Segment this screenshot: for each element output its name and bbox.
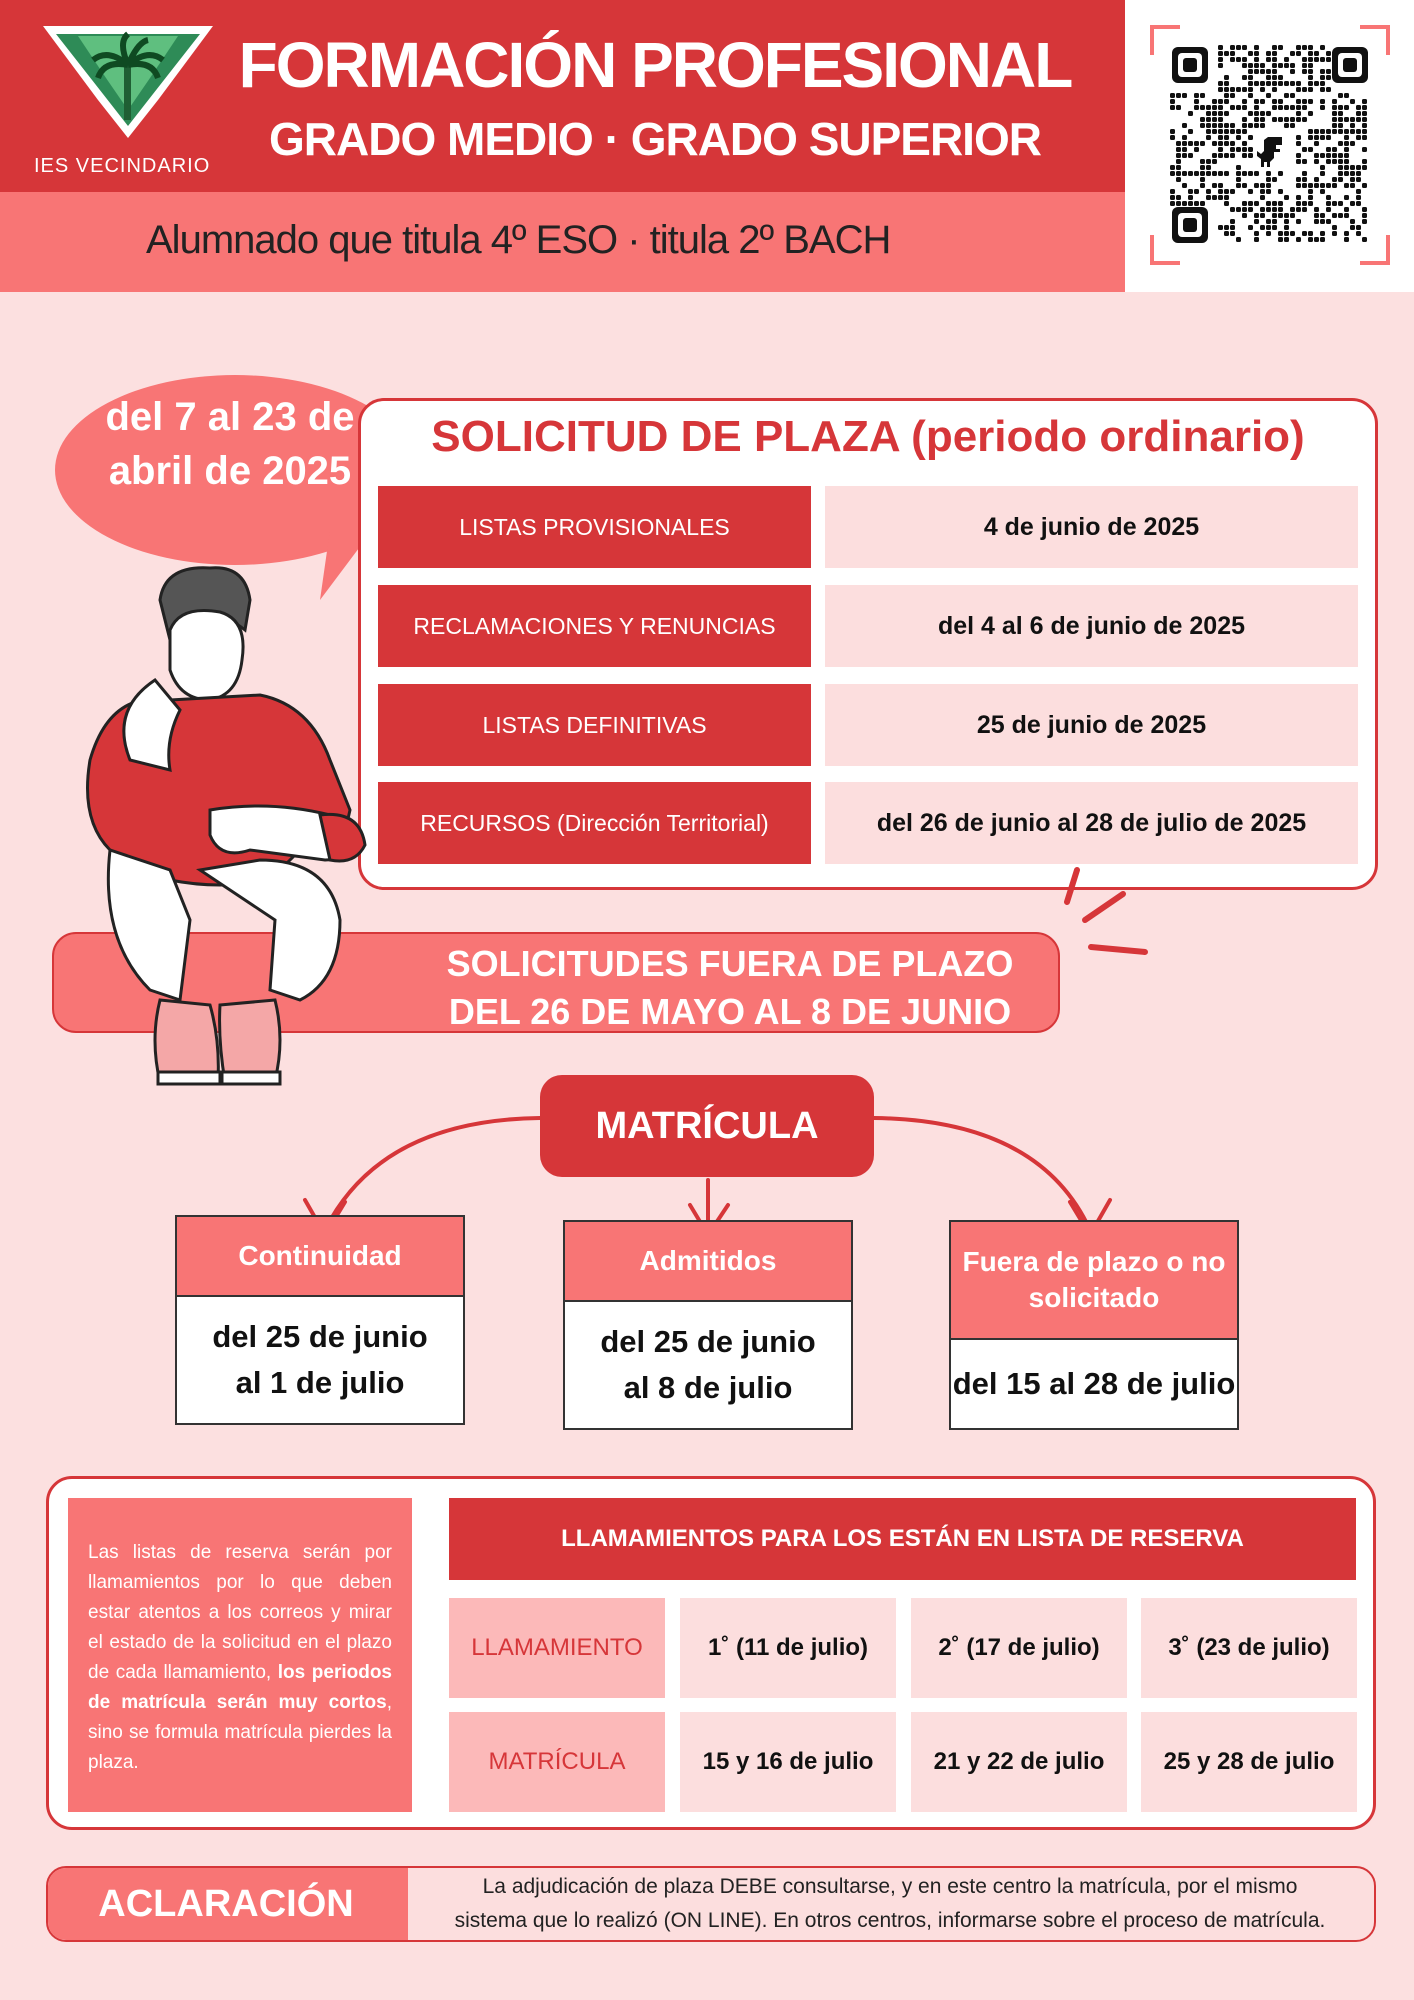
solicitud-title: SOLICITUD DE PLAZA (periodo ordinario) <box>431 412 1305 461</box>
solicitud-row-label: LISTAS DEFINITIVAS <box>378 684 811 766</box>
matricula-cell: 15 y 16 de julio <box>680 1712 896 1812</box>
card-header: Admitidos <box>565 1222 851 1302</box>
audience-tagline: Alumnado que titula 4º ESO · titula 2º BACH <box>146 218 891 262</box>
matricula-cell: 21 y 22 de julio <box>911 1712 1127 1812</box>
matricula-title: MATRÍCULA <box>540 1075 874 1177</box>
solicitud-row-value: del 4 al 6 de junio de 2025 <box>825 585 1358 667</box>
solicitud-row-label: RECURSOS (Dirección Territorial) <box>378 782 811 864</box>
school-name: IES VECINDARIO <box>34 155 211 177</box>
aclaracion-text: La adjudicación de plaza DEBE consultarse, y en este centro la matrícula, por el mismo sistema que lo realizó (ON LINE). En otros centros, informarse sobre el proceso de matrícula. <box>454 1875 1326 1932</box>
card-header: Continuidad <box>177 1217 463 1297</box>
card-header: Fuera de plazo o no solicitado <box>951 1222 1237 1340</box>
solicitud-row-label: LISTAS PROVISIONALES <box>378 486 811 568</box>
student-illustration <box>70 560 390 1120</box>
row-label-llamamiento: LLAMAMIENTO <box>449 1598 665 1698</box>
matricula-card-fuera-plazo <box>949 1220 1239 1430</box>
row-label-matricula: MATRÍCULA <box>449 1712 665 1812</box>
aclaracion-title: ACLARACIÓN <box>98 1882 354 1925</box>
late-applications-text: SOLICITUDES FUERA DE PLAZO DEL 26 DE MAYO AL 8 DE JUNIO <box>446 943 1014 1032</box>
school-logo-palm-icon <box>38 20 218 140</box>
page-subtitle: GRADO MEDIO · GRADO SUPERIOR <box>269 113 1041 165</box>
reserva-note: Las listas de reserva serán por llamamientos por lo que deben estar atentos a los correos y mirar el estado de la solicitud en el plazo de cada llamamiento, los periodos de matrícula serán muy cortos, sino se formula matrícula pierdes la plaza. <box>68 1498 412 1812</box>
solicitud-row-value: del 26 de junio al 28 de julio de 2025 <box>825 782 1358 864</box>
application-period-text: del 7 al 23 de abril de 2025 <box>105 395 355 493</box>
dinosaur-icon <box>1254 129 1292 167</box>
page-title: FORMACIÓN PROFESIONAL <box>238 29 1072 101</box>
solicitud-row-label: RECLAMACIONES Y RENUNCIAS <box>378 585 811 667</box>
llamamiento-cell: 3˚ (23 de julio) <box>1141 1598 1357 1698</box>
matricula-cell: 25 y 28 de julio <box>1141 1712 1357 1812</box>
qr-code-icon[interactable] <box>1150 25 1390 265</box>
card-dates: del 25 de junio al 1 de julio <box>212 1319 428 1400</box>
solicitud-row-value: 25 de junio de 2025 <box>825 684 1358 766</box>
card-dates: del 25 de junio al 8 de julio <box>600 1324 816 1405</box>
llamamiento-cell: 1˚ (11 de julio) <box>680 1598 896 1698</box>
matricula-card-admitidos <box>563 1220 853 1430</box>
llamamiento-cell: 2˚ (17 de julio) <box>911 1598 1127 1698</box>
reserva-header: LLAMAMIENTOS PARA LOS ESTÁN EN LISTA DE RESERVA <box>449 1498 1356 1580</box>
matricula-card-continuidad <box>175 1215 465 1425</box>
solicitud-row-value: 4 de junio de 2025 <box>825 486 1358 568</box>
card-dates: del 15 al 28 de julio <box>952 1366 1236 1401</box>
